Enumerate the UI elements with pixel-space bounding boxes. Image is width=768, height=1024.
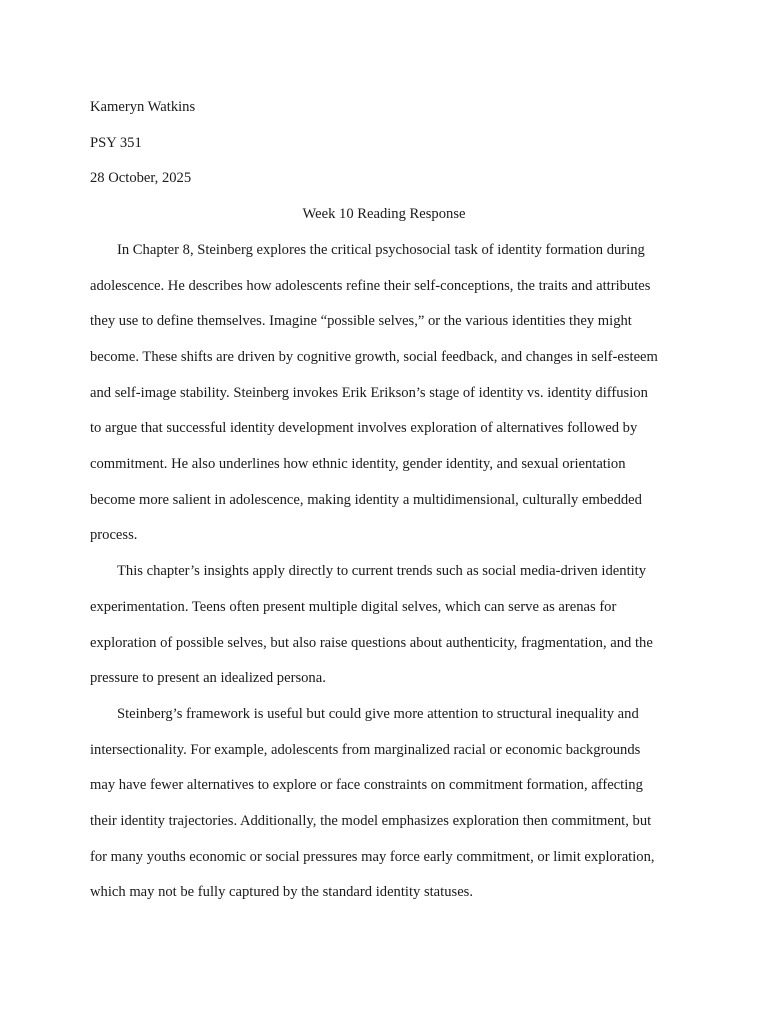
paragraph-line: and self-image stability. Steinberg invokes Erik Erikson’s stage of identity vs. identity diffusion <box>90 384 648 401</box>
paragraph-line: This chapter’s insights apply directly to current trends such as social media-driven identity <box>117 563 647 580</box>
paragraph-line: In Chapter 8, Steinberg explores the critical psychosocial task of identity formation during <box>117 241 645 258</box>
paragraph-1 <box>90 233 678 554</box>
paragraph-line: commitment. He also underlines how ethnic identity, gender identity, and sexual orientation <box>90 456 626 473</box>
paragraph-line: process. <box>90 527 138 544</box>
paragraph-line: intersectionality. For example, adolescents from marginalized racial or economic backgrounds <box>90 741 641 758</box>
paragraph-3 <box>90 697 678 911</box>
document-title: Week 10 Reading Response <box>302 206 466 223</box>
paragraph-line: become. These shifts are driven by cognitive growth, social feedback, and changes in self-esteem <box>90 348 658 365</box>
author-name: Kameryn Watkins <box>90 99 196 115</box>
document-date: 28 October, 2025 <box>90 170 192 187</box>
paragraph-line: pressure to present an idealized persona. <box>90 670 326 687</box>
paragraph-line: experimentation. Teens often present multiple digital selves, which can serve as arenas for <box>90 598 617 615</box>
paragraph-line: become more salient in adolescence, making identity a multidimensional, culturally embedded <box>90 491 642 508</box>
paragraph-line: which may not be fully captured by the standard identity statuses. <box>90 884 473 901</box>
document-page <box>90 90 678 911</box>
paragraph-line: to argue that successful identity development involves exploration of alternatives followed by <box>90 420 638 437</box>
paragraph-line: Steinberg’s framework is useful but could give more attention to structural inequality and <box>117 705 639 722</box>
course-code: PSY 351 <box>90 134 142 151</box>
paragraph-line: adolescence. He describes how adolescents refine their self-conceptions, the traits and attributes <box>90 277 651 294</box>
paragraph-line: may have fewer alternatives to explore or face constraints on commitment formation, affecting <box>90 777 643 794</box>
paragraph-line: their identity trajectories. Additionally, the model emphasizes exploration then commitment, but <box>90 813 652 830</box>
paragraph-line: they use to define themselves. Imagine “possible selves,” or the various identities they might <box>90 313 632 330</box>
paragraph-2 <box>90 554 678 697</box>
paragraph-line: for many youths economic or social pressures may force early commitment, or limit exploration, <box>90 848 655 865</box>
paragraph-line: exploration of possible selves, but also raise questions about authenticity, fragmentation, and the <box>90 634 653 651</box>
